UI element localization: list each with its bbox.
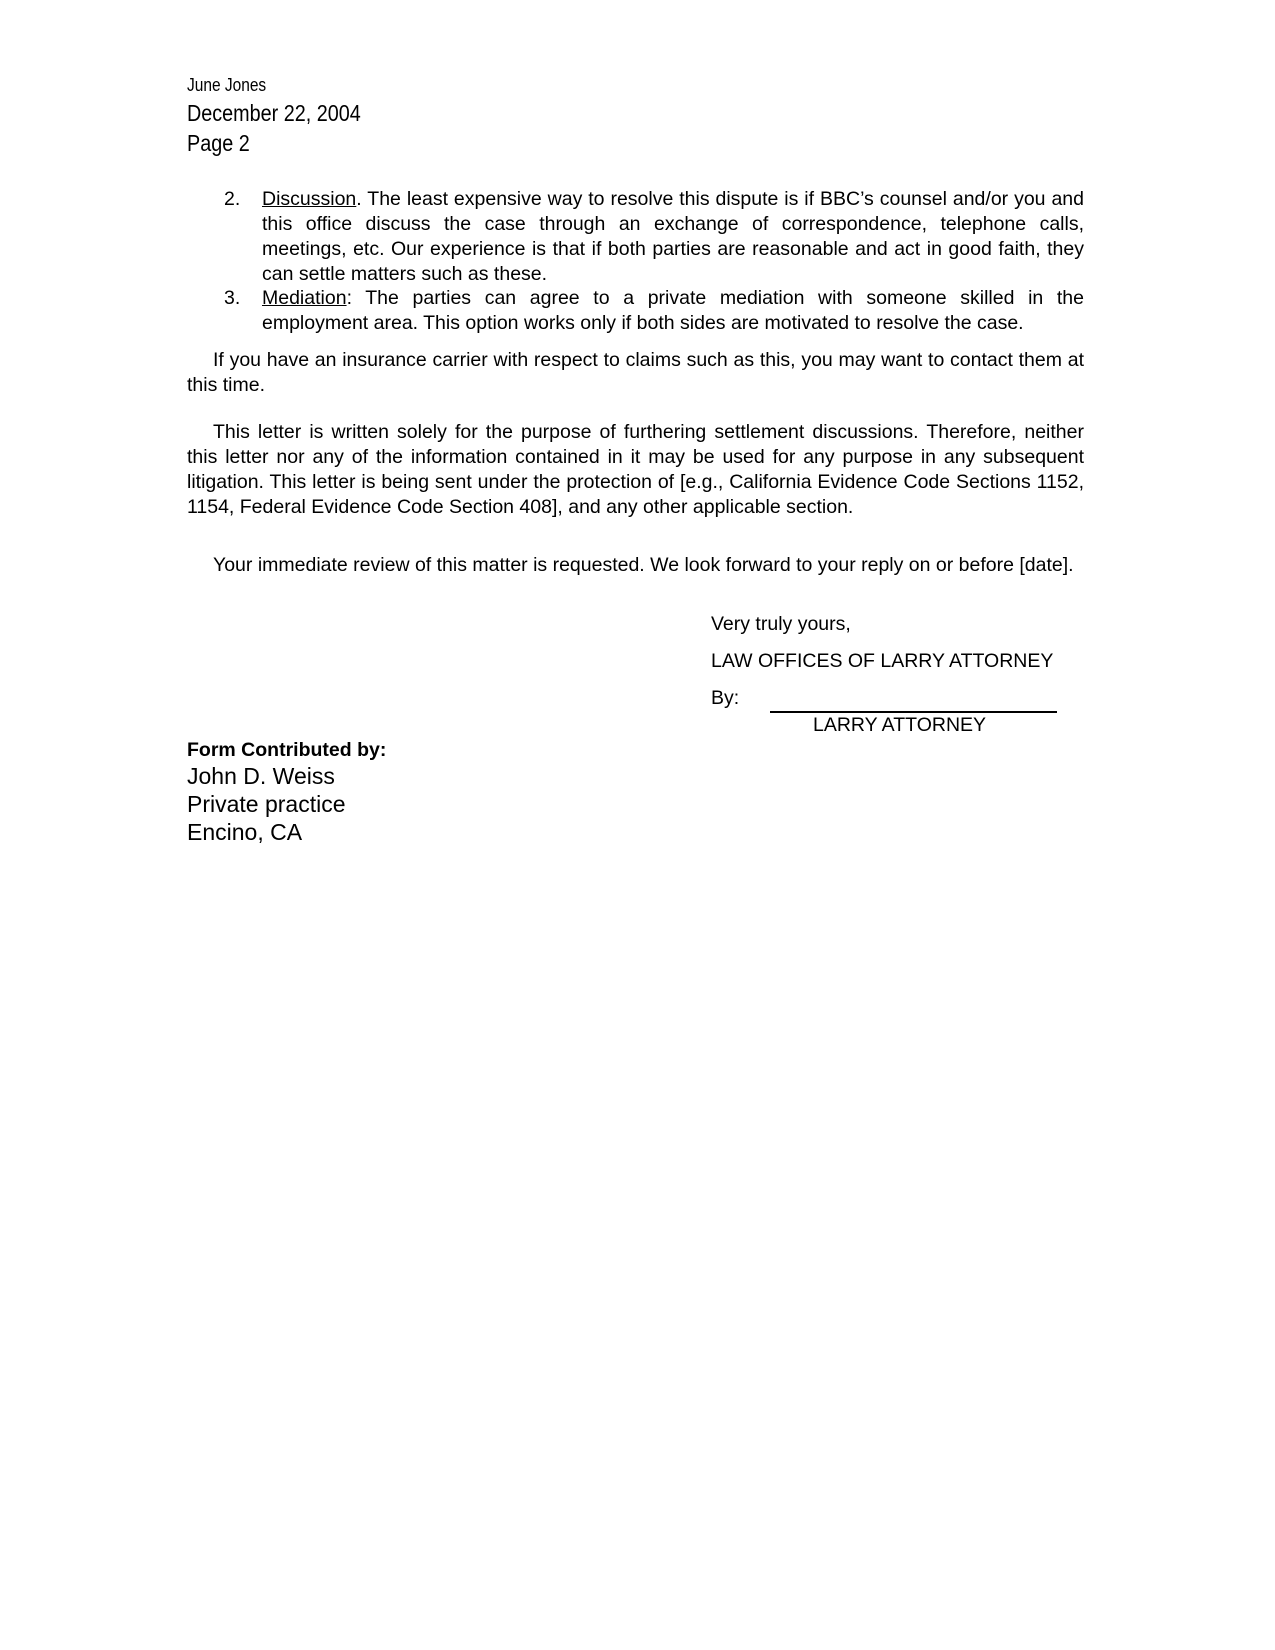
list-item-separator: : [346, 287, 352, 309]
list-item-text: The least expensive way to resolve this dispute is if BBC’s counsel and/or you and this office discuss the case through an exchange of correspondence, telephone calls, meetings, etc. Our experience is that if both parties are reasonable and act in good faith, they can settle matters such as these. [262, 188, 1084, 285]
contributor-name: John D. Weiss [187, 763, 335, 789]
list-item-number: 2. [224, 188, 241, 210]
list-item-content [262, 187, 1084, 287]
header-page-number: Page 2 [187, 130, 250, 156]
list-item-number: 3. [224, 287, 241, 309]
paragraph-settlement: This letter is written solely for the purpose of furthering settlement discussions. Therefore, neither this letter nor any of the information contained in it may be used for any purpose in any subsequent litigation. This letter is being sent under the protection of [e.g., California Evidence Code Sections 1152, 1154, Federal Evidence Code Section 408], and any other applicable section. [187, 421, 1084, 518]
signature-closing: Very truly yours, [711, 613, 851, 635]
contributor-location: Encino, CA [187, 819, 303, 845]
list-item-text: The parties can agree to a private mediation with someone skilled in the employment area. This option works only if both sides are motivated to resolve the case. [262, 287, 1084, 334]
paragraph-insurance: If you have an insurance carrier with respect to claims such as this, you may want to contact them at this time. [187, 349, 1084, 396]
contributor-label: Form Contributed by: [187, 739, 387, 761]
signature-firm: LAW OFFICES OF LARRY ATTORNEY [711, 650, 1054, 672]
header-recipient: June Jones [187, 75, 267, 95]
signature-signer: LARRY ATTORNEY [813, 714, 987, 736]
list-item-content [262, 286, 1084, 336]
list-item-term: Discussion [262, 188, 357, 210]
paragraph-review: Your immediate review of this matter is requested. We look forward to your reply on or before [date]. [213, 554, 1074, 576]
contributor-org: Private practice [187, 791, 346, 817]
list-item-term: Mediation [262, 287, 347, 309]
signature-by-label: By: [711, 687, 740, 709]
header-date: December 22, 2004 [187, 100, 361, 126]
list-item-separator: . [356, 188, 362, 210]
